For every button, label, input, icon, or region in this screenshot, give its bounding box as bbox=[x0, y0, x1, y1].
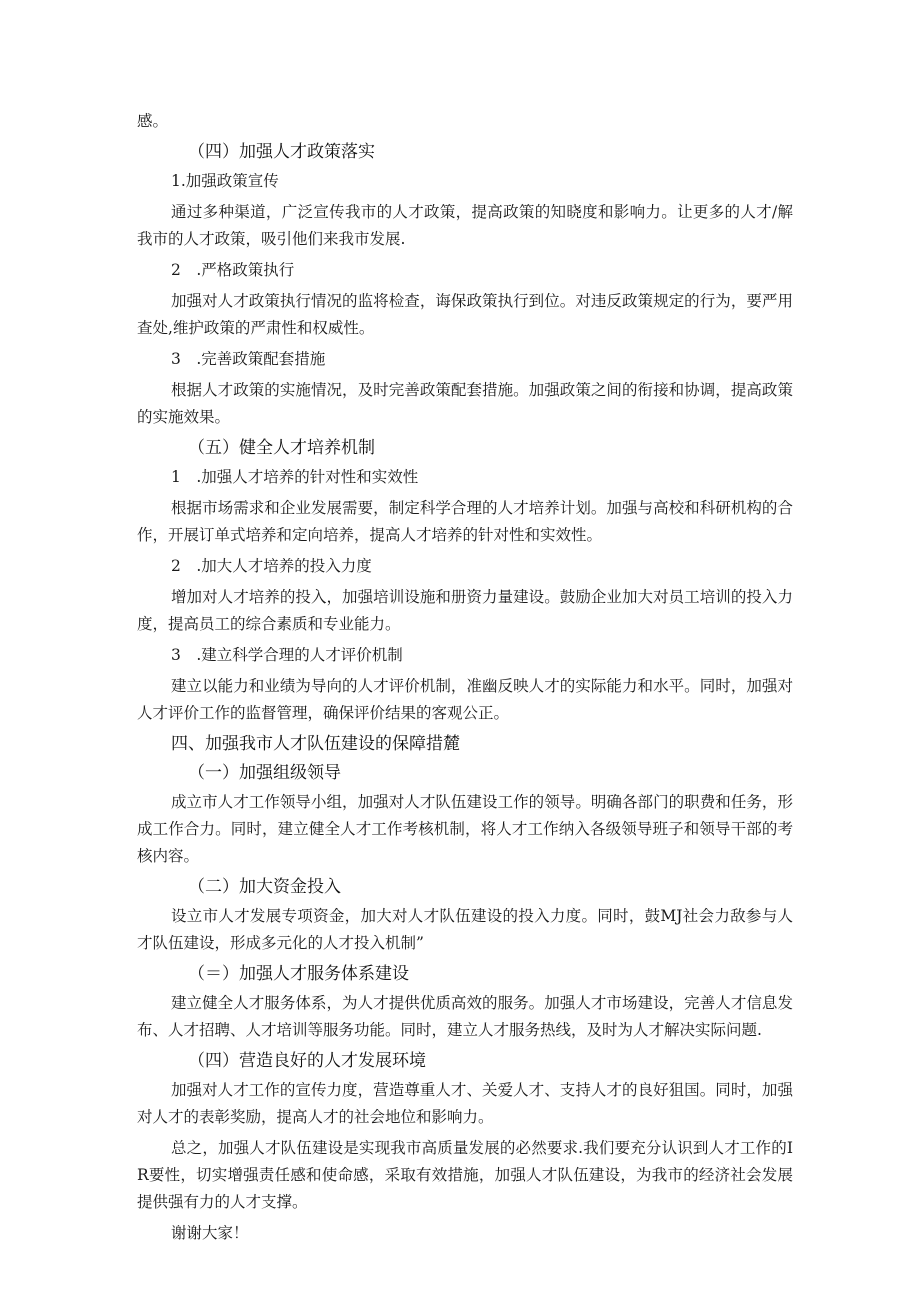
subheading-training-investment: 2 .加大人才培养的投入力度 bbox=[171, 557, 372, 575]
paragraph-policy-measures: 根据人才政策的实施情况，及时完善政策配套措施。加强政策之间的衔接和协调，提高政策的实施效果。 bbox=[137, 381, 793, 426]
part-heading-safeguards: 四、加强我市人才队伍建设的保障措麓 bbox=[171, 734, 460, 754]
paragraph-environment: 加强对人才工作的宣传力度，营造尊重人才、关爱人才、支持人才的良好狙国。同时，加强对人才的表彰奖励，提高人才的社会地位和影响力。 bbox=[137, 1081, 793, 1126]
section-heading-policy: （四）加强人才政策落实 bbox=[188, 142, 375, 162]
paragraph-policy-execution: 加强对人才政策执行情况的监将检查，诲保政策执行到位。对违反政策规定的行为，要严用查处,维护政策的严肃性和权威性。 bbox=[137, 292, 793, 337]
paragraph-evaluation-mechanism: 建立以能力和业绩为导向的人才评价机制，准幽反映人才的实际能力和水平。同时，加强对人才评价工作的监督管理，确保评价结果的客观公正。 bbox=[137, 677, 793, 722]
section-heading-leadership: （一）加强组级领导 bbox=[188, 763, 341, 783]
paragraph-conclusion: 总之，加强人才队伍建设是实现我市高质量发展的必然要求.我们要充分认识到人才工作的IR要性，切实增强责任感和使命感，采取有效措施，加强人才队伍建设，为我市的经济社会发展提供强有力的人才支撑。 bbox=[137, 1139, 793, 1211]
subheading-policy-execution: 2 .严格政策执行 bbox=[171, 261, 295, 279]
paragraph-service-system: 建立健全人才服务体系，为人才提供优质高效的服务。加强人才市场建设，完善人才信息发布、人才招聘、人才培训等服务功能。同时，建立人才服务热线，及时为人才解决实际问题. bbox=[137, 994, 793, 1039]
intro-tail-text: 感。 bbox=[137, 112, 169, 130]
section-heading-service-system: （＝）加强人才服务体系建设 bbox=[188, 964, 409, 984]
paragraph-training-relevance: 根据市场需求和企业发展需要，制定科学合理的人才培养计划。加强与高校和科研机构的合作，开展订单式培养和定向培养，提高人才培养的针对性和实效性。 bbox=[137, 499, 793, 544]
section-heading-funding: （二）加大资金投入 bbox=[188, 877, 341, 897]
closing-thanks: 谢谢大家！ bbox=[171, 1224, 249, 1242]
paragraph-training-investment: 增加对人才培养的投入，加强培训设施和册资力量建设。鼓励企业加大对员工培训的投入力度，提高员工的综合素质和专业能力。 bbox=[137, 588, 793, 633]
subheading-policy-promotion: 1.加强政策宣传 bbox=[171, 172, 279, 190]
section-heading-environment: （四）营造良好的人才发展环境 bbox=[188, 1051, 426, 1071]
subheading-policy-measures: 3 .完善政策配套措施 bbox=[171, 350, 326, 368]
subheading-evaluation-mechanism: 3 .建立科学合理的人才评价机制 bbox=[171, 646, 403, 664]
paragraph-funding: 设立市人才发展专项资金，加大对人才队伍建设的投入力度。同时，鼓MJ社会力敌参与人才队伍建设，形成多元化的人才投入机制” bbox=[137, 907, 793, 952]
paragraph-policy-promotion: 通过多种渠道，广泛宣传我市的人才政策，提高政策的知晓度和影响力。让更多的人才/解我市的人才政策，吸引他们来我市发展. bbox=[137, 203, 793, 248]
paragraph-leadership: 成立市人才工作领导小组，加强对人才队伍建设工作的领导。明确各部门的职费和任务，形成工作合力。同时，建立健全人才工作考核机制，将人才工作纳入各级领导班子和领导干部的考核内容。 bbox=[137, 793, 793, 865]
document-body bbox=[137, 108, 793, 1251]
subheading-training-relevance: 1 .加强人才培养的针对性和实效性 bbox=[171, 468, 419, 486]
section-heading-training: （五）健全人才培养机制 bbox=[188, 438, 375, 458]
